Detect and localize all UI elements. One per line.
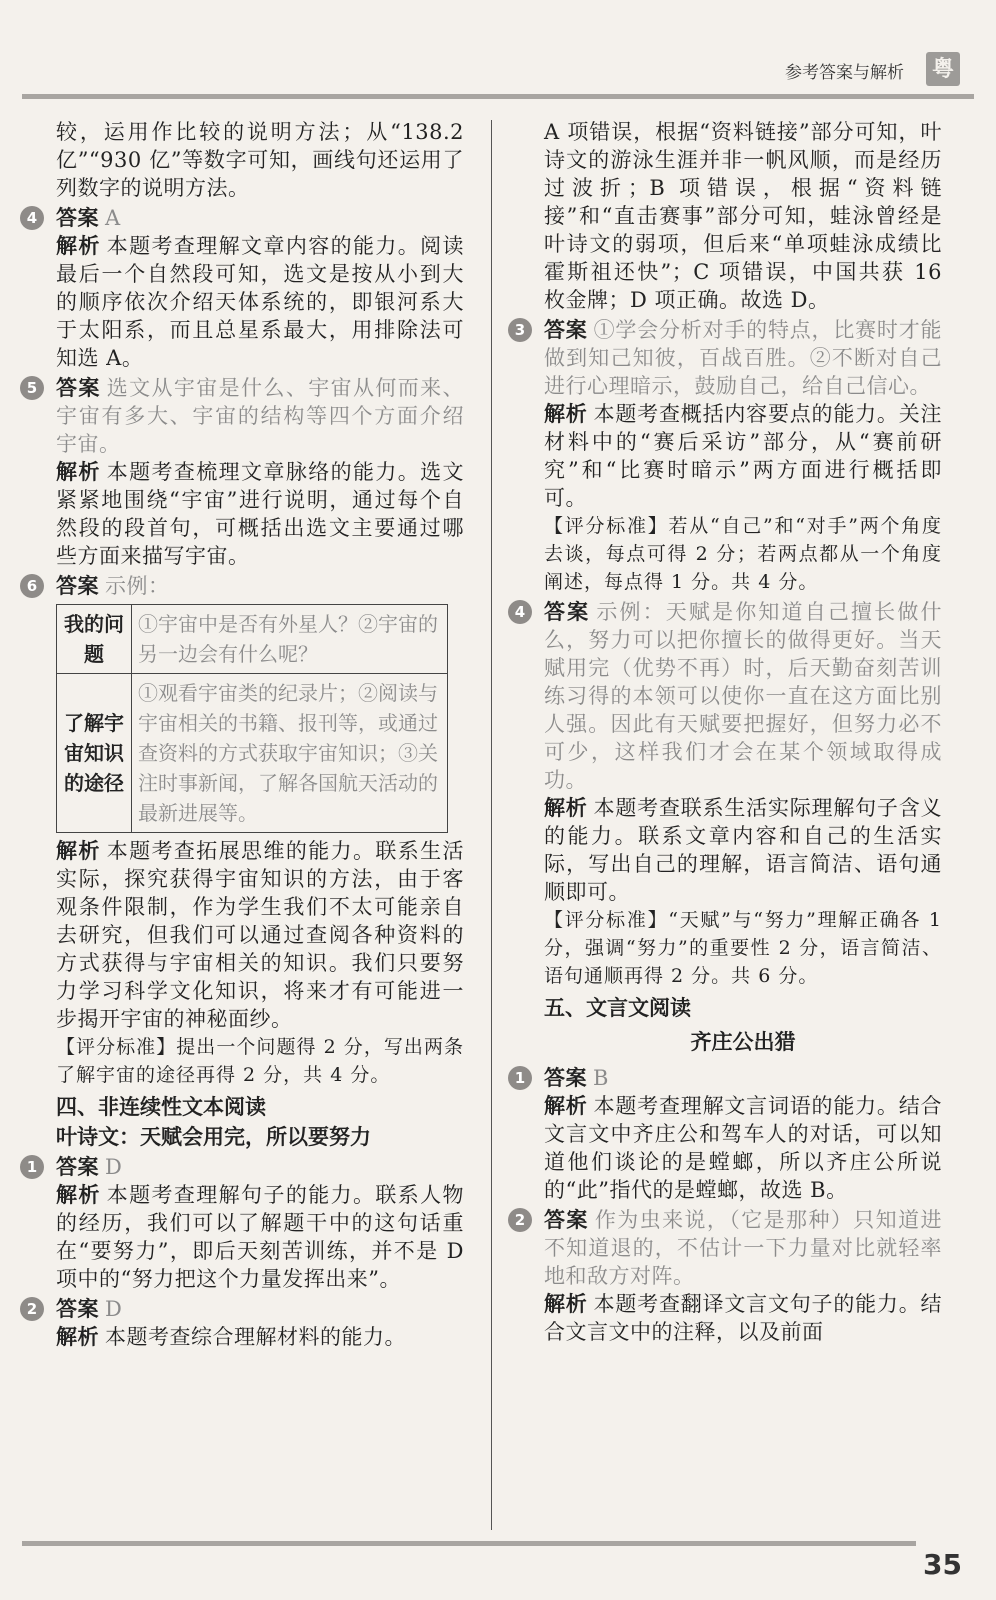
answer-text: B <box>593 1066 609 1090</box>
scoring-criteria: 【评分标准】“天赋”与“努力”理解正确各 1 分，强调“努力”的重要性 2 分，语言简洁、语句通顺再得 2 分。共 6 分。 <box>544 909 942 987</box>
answer-label: 答案 <box>544 318 588 342</box>
footer-rule <box>22 1541 916 1546</box>
section4-question-3 <box>514 316 943 596</box>
scoring-criteria: 【评分标准】若从“自己”和“对手”两个角度去谈，每点可得 2 分；若两点都从一个角度阐述，每点得 1 分。共 4 分。 <box>544 515 942 593</box>
page-header <box>0 0 996 100</box>
analysis-text: 本题考查翻译文言文句子的能力。结合文言文中的注释，以及前面 <box>544 1292 943 1344</box>
question-number-badge: 5 <box>20 376 44 400</box>
header-rule <box>22 94 974 99</box>
question-number-badge: 2 <box>508 1208 532 1232</box>
analysis-label: 解析 <box>56 839 101 863</box>
question-number-badge: 3 <box>508 318 532 342</box>
analysis-text: 本题考查理解句子的能力。联系人物的经历，我们可以了解题干中的这句话重在“要努力”，即后天刻苦训练，并不是 D 项中的“努力把这个力量发挥出来”。 <box>56 1183 464 1291</box>
continuation-text: 较，运用作比较的说明方法；从“138.2 亿”“930 亿”等数字可知，画线句还运用了列数字的说明方法。 <box>56 120 464 200</box>
section5-question-1 <box>514 1064 943 1204</box>
analysis-label: 解析 <box>56 234 101 258</box>
question-number-badge: 2 <box>20 1297 44 1321</box>
answer-text: 作为虫来说，（它是那种）只知道进不知道退的，不估计一下力量对比就轻率地和敌方对阵。 <box>544 1208 943 1288</box>
answer-label: 答案 <box>544 1208 589 1232</box>
analysis-label: 解析 <box>56 460 101 484</box>
question-number-badge: 4 <box>508 600 532 624</box>
answer-text: D <box>105 1155 123 1179</box>
scoring-criteria: 【评分标准】提出一个问题得 2 分，写出两条了解宇宙的途径再得 2 分，共 4 分。 <box>56 1036 464 1086</box>
header-title: 参考答案与解析 <box>785 63 904 83</box>
analysis-label: 解析 <box>544 1094 588 1118</box>
answer-label: 答案 <box>56 1155 99 1179</box>
table-header-cell: 了解宇宙知识的途径 <box>57 674 132 833</box>
analysis-text: 本题考查理解文言词语的能力。结合文言文中齐庄公和驾车人的对话，可以知道他们谈论的是螳螂，所以齐庄公所说的“此”指代的是螳螂，故选 B。 <box>544 1094 943 1202</box>
section4-question-2 <box>26 1295 464 1351</box>
analysis-text: 本题考查概括内容要点的能力。关注材料中的“赛后采访”部分，从“赛前研究”和“比赛时暗示”两方面进行概括即可。 <box>544 402 943 510</box>
page-number: 35 <box>923 1548 962 1581</box>
answer-label: 答案 <box>56 206 99 230</box>
analysis-label: 解析 <box>544 796 588 820</box>
answer-text: A <box>105 206 121 230</box>
section-heading: 四、非连续性文本阅读 <box>56 1095 266 1119</box>
answer-table <box>56 604 448 833</box>
answer-label: 答案 <box>56 376 101 400</box>
answer-label: 答案 <box>544 600 591 624</box>
column-divider <box>491 120 492 1530</box>
table-header-cell: 我的问题 <box>57 605 132 674</box>
section5-question-2 <box>514 1206 943 1346</box>
analysis-label: 解析 <box>56 1325 99 1349</box>
question-4 <box>26 204 464 372</box>
article-title: 齐庄公出猎 <box>690 1030 796 1054</box>
analysis-text: 本题考查联系生活实际理解句子含义的能力。联系文章内容和自己的生活实际，写出自己的理解，语言简洁、语句通顺即可。 <box>544 796 943 904</box>
answer-label: 答案 <box>56 574 99 598</box>
question-number-badge: 6 <box>20 574 44 598</box>
table-cell: ①宇宙中是否有外星人？②宇宙的另一边会有什么呢？ <box>132 605 448 674</box>
answer-text: ①学会分析对手的特点，比赛时才能做到知己知彼，百战百胜。②不断对自己进行心理暗示，鼓励自己，给自己信心。 <box>544 318 943 398</box>
question-6 <box>26 572 464 1089</box>
table-cell: ①观看宇宙类的纪录片；②阅读与宇宙相关的书籍、报刊等，或通过查资料的方式获取宇宙知识；③关注时事新闻，了解各国航天活动的最新进展等。 <box>132 674 448 833</box>
answer-label: 答案 <box>544 1066 587 1090</box>
right-column <box>514 118 943 1346</box>
question-number-badge: 1 <box>20 1155 44 1179</box>
analysis-label: 解析 <box>544 402 588 426</box>
question-5 <box>26 374 464 570</box>
analysis-text: 本题考查梳理文章脉络的能力。选文紧紧地围绕“宇宙”进行说明，通过每个自然段的段首句，可概括出选文主要通过哪些方面来描写宇宙。 <box>56 460 464 568</box>
table-row <box>57 674 448 833</box>
section4-question-1 <box>26 1153 464 1293</box>
answer-label: 答案 <box>56 1297 99 1321</box>
analysis-label: 解析 <box>56 1183 101 1207</box>
answer-text: D <box>105 1297 123 1321</box>
answer-text: 示例：天赋是你知道自己擅长做什么，努力可以把你擅长的做得更好。当天赋用完（优势不再）时，后天勤奋刻苦训练习得的本领可以使你一直在这方面比别人强。因此有天赋要把握好，但努力必不可少，这样我们才会在某个领域取得成功。 <box>544 600 942 792</box>
region-mark-icon: 粤 <box>926 52 960 86</box>
question-number-badge: 1 <box>508 1066 532 1090</box>
continuation-text: A 项错误，根据“资料链接”部分可知，叶诗文的游泳生涯并非一帆风顺，而是经历过波折；B 项错误，根据“资料链接”和“直击赛事”部分可知，蛙泳曾经是叶诗文的弱项，但后来“单项蛙泳成绩比霍斯祖还快”；C 项错误，中国共获 16 枚金牌；D 项正确。故选 D。 <box>544 120 942 312</box>
question-number-badge: 4 <box>20 206 44 230</box>
left-column <box>26 118 464 1351</box>
table-row <box>57 605 448 674</box>
section4-question-4 <box>514 598 943 990</box>
analysis-text: 本题考查拓展思维的能力。联系生活实际，探究获得宇宙知识的方法，由于客观条件限制，作为学生我们不太可能亲自去研究，但我们可以通过查阅各种资料的方式获得与宇宙相关的知识。我们只要努力学习科学文化知识，将来才有可能进一步揭开宇宙的神秘面纱。 <box>56 839 464 1031</box>
analysis-text: 本题考查理解文章内容的能力。阅读最后一个自然段可知，选文是按从小到大的顺序依次介绍天体系统的，即银河系大于太阳系，而且总星系最大，用排除法可知选 A。 <box>56 234 464 370</box>
analysis-label: 解析 <box>544 1292 588 1316</box>
section-heading: 五、文言文阅读 <box>544 996 691 1020</box>
analysis-text: 本题考查综合理解材料的能力。 <box>105 1325 406 1349</box>
article-title: 叶诗文：天赋会用完，所以要努力 <box>56 1125 371 1149</box>
answer-text: 选文从宇宙是什么、宇宙从何而来、宇宙有多大、宇宙的结构等四个方面介绍宇宙。 <box>56 376 464 456</box>
answer-text: 示例： <box>105 574 170 598</box>
